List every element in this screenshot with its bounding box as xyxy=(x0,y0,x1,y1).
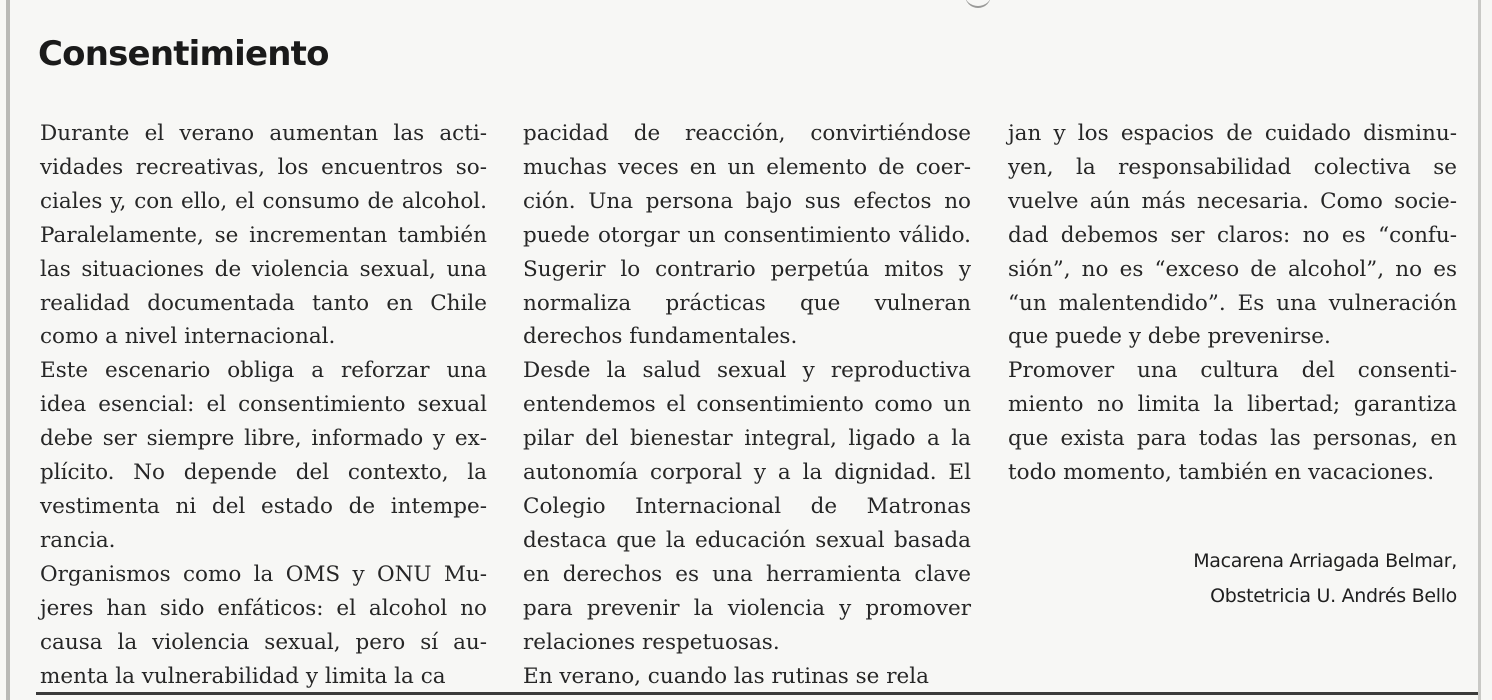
paragraph: En verano, cuando las rutinas se rela xyxy=(523,663,929,689)
article-column-2 xyxy=(523,117,971,693)
author-affiliation: Obstetricia U. Andrés Bello xyxy=(1210,585,1457,607)
paragraph: Este escenario obliga a reforzar una idea esencial: el consentimiento sexual debe ser siempre libre, informado y explícito. No depende del contexto, la vestimenta ni del estado de intemperancia. xyxy=(40,358,487,553)
right-column-rule xyxy=(1478,0,1481,700)
paragraph: Organismos como la OMS y ONU Mujeres han sido enfáticos: el alcohol no causa la violencia sexual, pero sí aumenta la vulnerabilidad y limita la ca xyxy=(40,561,487,689)
author-name: Macarena Arriagada Belmar, xyxy=(1193,550,1457,572)
bottom-rule xyxy=(36,692,1478,695)
article-title: Consentimiento xyxy=(38,34,329,74)
paragraph: Desde la salud sexual y reproductiva entendemos el consentimiento como un pilar del bienestar integral, ligado a la autonomía corporal y a la dignidad. El Colegio Internacional de Matronas destaca que la educación sexual basada en derechos es una herramienta clave para prevenir la violencia y promover relaciones respetuosas. xyxy=(523,358,971,655)
paragraph: jan y los espacios de cuidado disminuyen, la responsabilidad colectiva se vuelve aún más necesaria. Como sociedad debemos ser claros: no es “confusión”, no es “exceso de alcohol”, no es “un malentendido”. Es una vulneración que puede y debe prevenirse. xyxy=(1008,121,1457,350)
paragraph: Durante el verano aumentan las actividades recreativas, los encuentros sociales y, con ello, el consumo de alcohol. Paralelamente, se incrementan también las situaciones de violencia sexual, una realidad documentada tanto en Chile como a nivel internacional. xyxy=(40,121,487,350)
paragraph: Promover una cultura del consentimiento no limita la libertad; garantiza que exista para todas las personas, en todo momento, también en vacaciones. xyxy=(1008,358,1457,486)
paragraph: pacidad de reacción, convirtiéndose muchas veces en un elemento de coerción. Una persona bajo sus efectos no puede otorgar un consentimiento válido. Sugerir lo contrario perpetúa mitos y normaliza prácticas que vulneran derechos fundamentales. xyxy=(523,121,971,350)
article-column-3 xyxy=(1008,117,1457,490)
top-edge-mark xyxy=(965,0,991,8)
article-column-1 xyxy=(40,117,487,693)
left-column-rule xyxy=(6,0,10,700)
